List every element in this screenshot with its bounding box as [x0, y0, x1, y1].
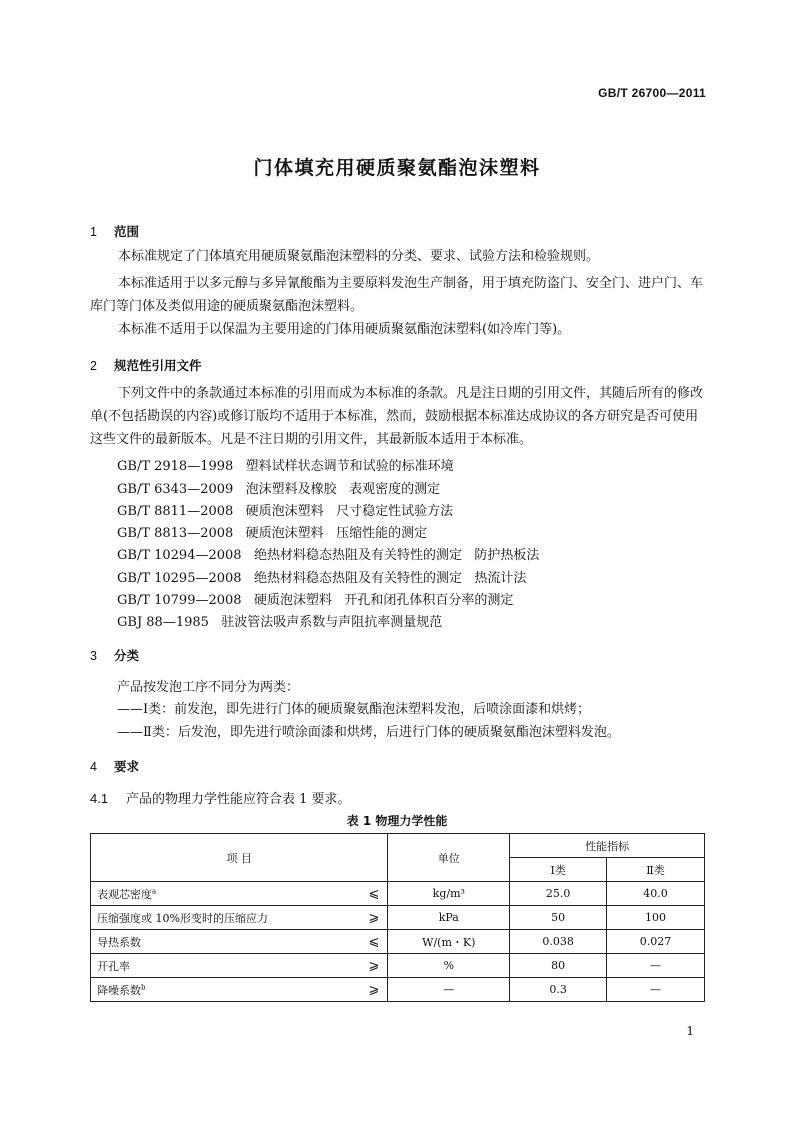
property-name: 降噪系数$^b$ ⩾	[91, 978, 388, 1002]
section-3-paragraph: 产品按发泡工序不同分为两类：	[117, 680, 300, 695]
property-name: 导热系数 ⩽	[91, 930, 388, 954]
properties-table	[90, 833, 705, 1002]
unit-cell: %	[388, 954, 510, 978]
section-title: 要求	[114, 759, 140, 774]
property-name: 压缩强度或 10%形变时的压缩应力 ⩾	[91, 906, 388, 930]
type1-value: 50	[510, 906, 607, 930]
section-1-paragraph: 本标准规定了门体填充用硬质聚氨酯泡沫塑料的分类、要求、试验方法和检验规则。	[118, 249, 600, 264]
reference-item: GB/T 10295—2008 绝热材料稳态热阻及有关特性的测定 热流计法	[117, 571, 527, 586]
type2-value: —	[607, 954, 705, 978]
section-1-paragraph: 本标准适用于以多元醇与多异氰酸酯为主要原料发泡生产制备，用于填充防盗门、安全门、进户门、车库门等门体及类似用途的硬质聚氨酯泡沫塑料。	[90, 276, 704, 314]
table-row	[91, 882, 705, 906]
type1-value: 0.3	[510, 978, 607, 1002]
reference-item: GB/T 2918—1998 塑料试样状态调节和试验的标准环境	[117, 459, 454, 474]
section-number: 4	[90, 760, 97, 774]
table-row	[91, 930, 705, 954]
section-number: 2	[90, 359, 97, 373]
section-1-paragraph: 本标准不适用于以保温为主要用途的门体用硬质聚氨酯泡沫塑料(如冷库门等)。	[118, 322, 571, 337]
reference-item: GB/T 10799—2008 硬质泡沫塑料 开孔和闭孔体积百分率的测定	[117, 593, 514, 608]
section-1-heading	[90, 222, 139, 240]
classification-item: ——Ⅱ类：后发泡，即先进行喷涂面漆和烘烤，后进行门体的硬质聚氨酯泡沫塑料发泡。	[117, 725, 620, 740]
subsection-text: 产品的物理力学性能应符合表 1 要求。	[126, 792, 351, 807]
reference-item: GB/T 8813—2008 硬质泡沫塑料 压缩性能的测定	[117, 526, 428, 541]
section-2-paragraph: 下列文件中的条款通过本标准的引用而成为本标准的条款。凡是注日期的引用文件，其随后所有的修改单(不包括勘误的内容)或修订版均不适用于本标准，然而，鼓励根据本标准达成协议的各方研究是否可使用这些文件的最新版本。凡是不注日期的引用文件，其最新版本适用于本标准。	[90, 386, 704, 447]
type2-value: 0.027	[607, 930, 705, 954]
unit-cell: —	[388, 978, 510, 1002]
section-number: 3	[90, 649, 97, 663]
page-title: 门体填充用硬质聚氨酯泡沫塑料	[253, 157, 541, 179]
type1-value: 25.0	[510, 882, 607, 906]
subsection-number: 4.1	[90, 791, 109, 806]
property-name: 开孔率 ⩾	[91, 954, 388, 978]
table-header-unit: 单位	[388, 834, 510, 882]
section-4-heading	[90, 757, 139, 775]
table-header-type1: Ⅰ类	[510, 858, 607, 882]
type2-value: —	[607, 978, 705, 1002]
table-header-item: 项 目	[91, 834, 388, 882]
type1-value: 80	[510, 954, 607, 978]
unit-cell: W/(m・K)	[388, 930, 510, 954]
section-title: 分类	[114, 648, 140, 663]
reference-item: GB/T 8811—2008 硬质泡沫塑料 尺寸稳定性试验方法	[117, 504, 454, 519]
subsection-4-1	[90, 788, 351, 807]
type2-value: 40.0	[607, 882, 705, 906]
reference-item: GBJ 88—1985 驻波管法吸声系数与声阻抗率测量规范	[117, 615, 443, 630]
table-header-type2: Ⅱ类	[607, 858, 705, 882]
reference-item: GB/T 10294—2008 绝热材料稳态热阻及有关特性的测定 防护热板法	[117, 548, 540, 563]
unit-cell: kPa	[388, 906, 510, 930]
section-title: 规范性引用文件	[114, 358, 202, 373]
table-header-performance: 性能指标	[510, 834, 705, 858]
section-3-heading	[90, 646, 139, 664]
section-2-heading	[90, 356, 202, 374]
standard-number: GB/T 26700—2011	[598, 86, 706, 100]
section-number: 1	[90, 225, 97, 239]
unit-cell: kg/m³	[388, 882, 510, 906]
reference-item: GB/T 6343—2009 泡沫塑料及橡胶 表观密度的测定	[117, 482, 441, 497]
property-name: 表观芯密度$^a$ ⩽	[91, 882, 388, 906]
section-title: 范围	[114, 224, 140, 239]
table-row	[91, 954, 705, 978]
type1-value: 0.038	[510, 930, 607, 954]
table-caption: 表 1 物理力学性能	[346, 814, 448, 828]
classification-item: ——Ⅰ类：前发泡，即先进行门体的硬质聚氨酯泡沫塑料发泡，后喷涂面漆和烘烤；	[117, 702, 591, 717]
table-row	[91, 978, 705, 1002]
table-row	[91, 906, 705, 930]
type2-value: 100	[607, 906, 705, 930]
page-number: 1	[686, 1024, 694, 1038]
